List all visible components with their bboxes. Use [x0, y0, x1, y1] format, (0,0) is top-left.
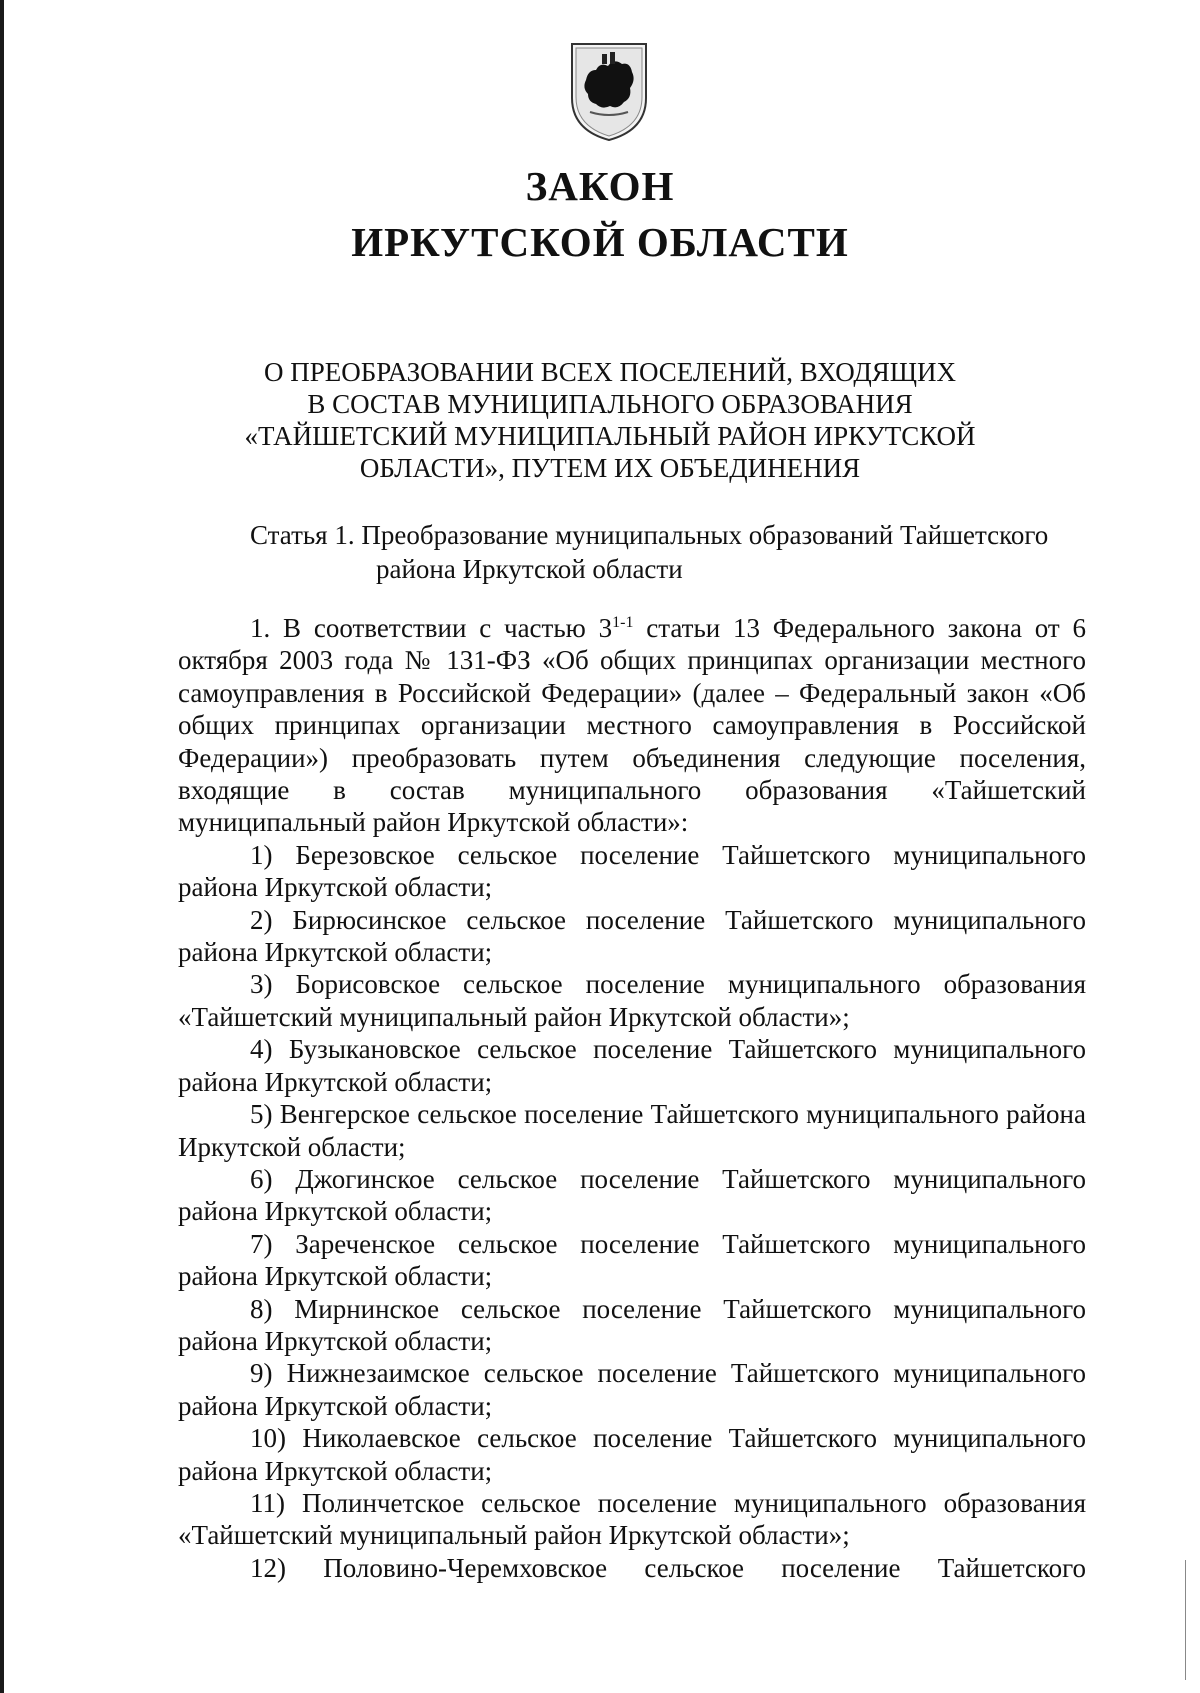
- document-title: ЗАКОН: [525, 163, 675, 209]
- list-item: 4) Бузыкановское сельское поселение Тайшетского муниципального района Иркутской области;: [178, 1034, 1086, 1097]
- article-title-line: Статья 1. Преобразование муниципальных образований Тайшетского: [250, 520, 1049, 550]
- paragraph-1: 1. В соответствии с частью 3$^{1-1}$ статьи 13 Федерального закона от 6 октября 2003 года № 131-ФЗ «Об общих принципах организации местного самоуправления в Российской Федерации» (далее – Федеральный закон «Об общих принципах организации местного самоуправления в Российской Федерации») преобразовать путем объединения следующие поселения, входящие в состав муниципального образования «Тайшетский муниципальный район Иркутской области»:: [178, 613, 1086, 838]
- list-item: 3) Борисовское сельское поселение муниципального образования «Тайшетский муниципальный район Иркутской области»;: [178, 969, 1086, 1032]
- list-item: 10) Николаевское сельское поселение Тайшетского муниципального района Иркутской области;: [178, 1423, 1086, 1486]
- document-subtitle: ИРКУТСКОЙ ОБЛАСТИ: [351, 219, 849, 265]
- list-item: 9) Нижнезаимское сельское поселение Тайшетского муниципального района Иркутской области;: [178, 1358, 1086, 1421]
- article-body: [178, 612, 1086, 1584]
- article-heading: [250, 518, 1048, 586]
- scan-edge: [1185, 1560, 1186, 1680]
- heading-line: «ТАЙШЕТСКИЙ МУНИЦИПАЛЬНЫЙ РАЙОН ИРКУТСКОЙ: [244, 421, 976, 451]
- list-item: 7) Зареченское сельское поселение Тайшетского муниципального района Иркутской области;: [178, 1228, 1086, 1292]
- heading-line: ОБЛАСТИ», ПУТЕМ ИХ ОБЪЕДИНЕНИЯ: [359, 453, 861, 483]
- article-title-line: района Иркутской области: [376, 554, 683, 584]
- irkutsk-coat-of-arms-icon: [566, 40, 652, 144]
- list-item: 1) Березовское сельское поселение Тайшетского муниципального района Иркутской области;: [178, 839, 1086, 903]
- heading-line: В СОСТАВ МУНИЦИПАЛЬНОГО ОБРАЗОВАНИЯ: [307, 389, 913, 419]
- law-heading: [200, 356, 1020, 484]
- list-item: 11) Полинчетское сельское поселение муниципального образования «Тайшетский муниципальный район Иркутской области»;: [178, 1487, 1086, 1551]
- list-item: 8) Мирнинское сельское поселение Тайшетского муниципального района Иркутской области;: [178, 1293, 1086, 1356]
- heading-line: О ПРЕОБРАЗОВАНИИ ВСЕХ ПОСЕЛЕНИЙ, ВХОДЯЩИХ: [263, 357, 957, 387]
- list-item: 5) Венгерское сельское поселение Тайшетского муниципального района Иркутской области;: [178, 1099, 1086, 1162]
- list-item: 2) Бирюсинское сельское поселение Тайшетского муниципального района Иркутской области;: [178, 904, 1086, 968]
- list-item: 6) Джогинское сельское поселение Тайшетского муниципального района Иркутской области;: [178, 1163, 1086, 1227]
- list-item: 12) Половино-Черемховское сельское поселение Тайшетского: [250, 1552, 1086, 1583]
- superscript: 1-1: [612, 614, 634, 631]
